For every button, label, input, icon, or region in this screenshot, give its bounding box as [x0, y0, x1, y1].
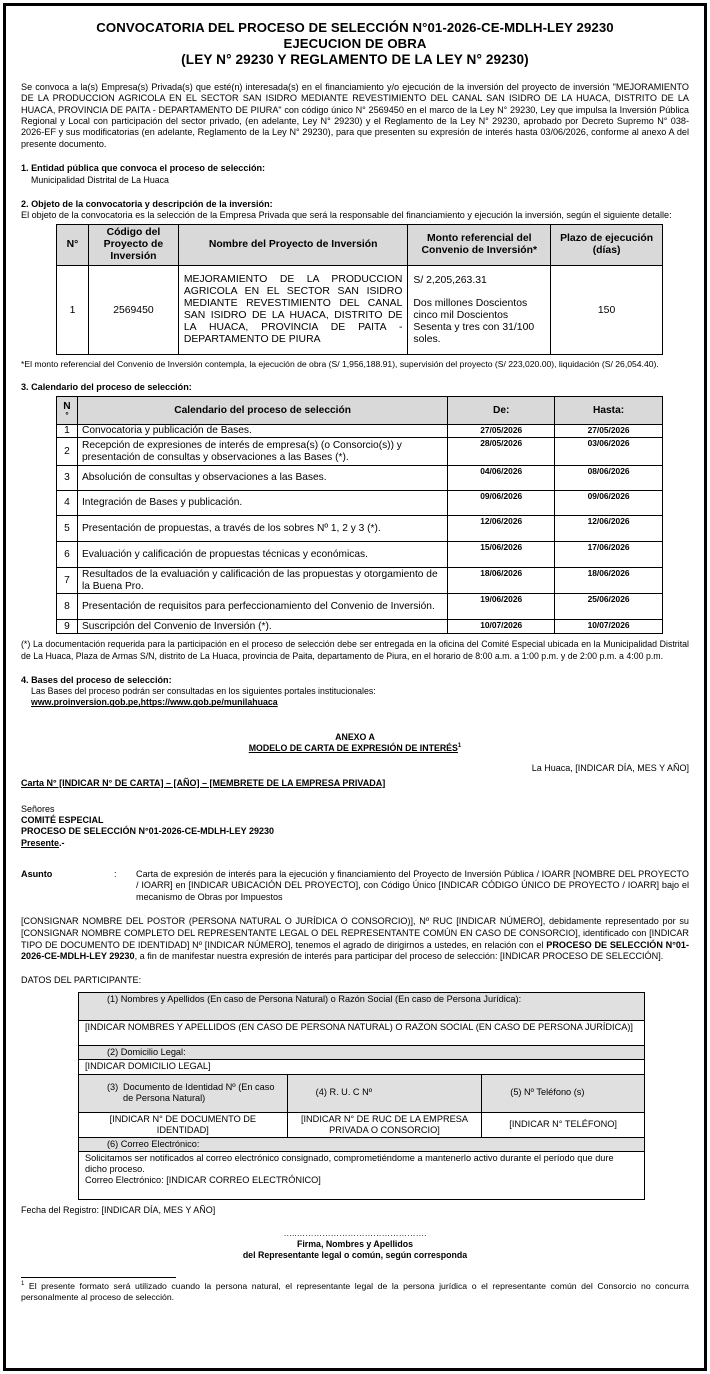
subject-colon: :: [114, 868, 117, 879]
calendar-row-from: 18/06/2026: [448, 568, 555, 594]
calendar-row-n: 8: [57, 594, 78, 620]
letter-body-text-end: , a fin de manifestar nuestra expresión de interés para participar del proceso de selección: [INDICAR PROCESO DE SELECCIÓN].: [134, 951, 664, 962]
project-header-amount: Monto referencial del Convenio de Inversión*: [408, 225, 551, 266]
calendar-row-desc: Presentación de requisitos para perfeccionamiento del Convenio de Inversión.: [77, 594, 447, 620]
calendar-row-n: 2: [57, 438, 78, 466]
field-4-value[interactable]: [INDICAR N° DE RUC DE LA EMPRESA PRIVADA O CONSORCIO]: [287, 1112, 482, 1137]
portal-links[interactable]: www.proinversion.gob.pe,https://www.gob.pe/munilahuaca: [31, 697, 278, 708]
calendar-row-from: 28/05/2026: [448, 438, 555, 466]
field-2-value[interactable]: [INDICAR DOMICILIO LEGAL]: [79, 1060, 645, 1075]
calendar-note: (*) La documentación requerida para la participación en el proceso de selección debe ser entregada en la oficina del Comité Especial ubicada en la Municipalidad Distrital de La Huaca, Plaza de Armas S/N, distrito de La Huaca, provincia de Paita, departamento de Piura, en el horario de 8:00 a.m. a 1:00 p.m. y de 2:00 p.m. a 4:00 p.m.: [21, 639, 689, 661]
calendar-row-n: 5: [57, 516, 78, 542]
project-amount: S/ 2,205,263.31: [413, 274, 487, 286]
calendar-row-n: 9: [57, 620, 78, 634]
calendar-row-desc: Integración de Bases y publicación.: [77, 491, 447, 516]
table-row: [57, 568, 663, 594]
section-3-heading: 3. Calendario del proceso de selección:: [21, 381, 192, 392]
field-3-label: Documento de Identidad Nº (En caso de Persona Natural): [123, 1081, 275, 1103]
footnote-text: El presente formato será utilizado cuando la persona natural, el representante legal de la persona jurídica o el representante común del Consorcio no concurra personalmente al proceso de selección.: [21, 1280, 689, 1303]
calendar-row-from: 15/06/2026: [448, 542, 555, 568]
calendar-row-desc: Resultados de la evaluación y calificación de las propuestas y otorgamiento de la Buena Pro.: [77, 568, 447, 594]
calendar-table: [56, 396, 663, 634]
participant-table: [78, 992, 645, 1201]
calendar-row-n: 4: [57, 491, 78, 516]
field-6-notice: Solicitamos ser notificados al correo electrónico consignado, comprometiéndome a mantenerlo activo durante el período que dure dicho proceso.: [85, 1153, 614, 1175]
table-row: [57, 491, 663, 516]
letter-process: PROCESO DE SELECCIÓN N°01-2026-CE-MDLH-LEY 29230: [21, 826, 275, 837]
field-5-label: (5) Nº Teléfono (s): [482, 1074, 645, 1112]
letter-number: Carta N° [INDICAR N° DE CARTA] – [AÑO] – [MEMBRETE DE LA EMPRESA PRIVADA]: [21, 777, 386, 788]
table-row: [57, 466, 663, 491]
annex-footnote-ref: 1: [457, 743, 462, 750]
document-title: [21, 20, 689, 68]
project-header-n: N°: [57, 225, 89, 266]
footnote: [21, 1281, 689, 1304]
project-n: 1: [57, 266, 89, 355]
section-2-heading: 2. Objeto de la convocatoria y descripción de la inversión:: [21, 198, 273, 209]
calendar-row-from: 27/05/2026: [448, 425, 555, 438]
document-page: [3, 3, 707, 1371]
project-amount-words: Dos millones Doscientos cinco mil Doscientos Sesenta y tres con 31/100 soles.: [413, 297, 535, 345]
calendar-header-n: N: [63, 400, 71, 412]
field-1-value[interactable]: [INDICAR NOMBRES Y APELLIDOS (EN CASO DE PERSONA NATURAL) O RAZON SOCIAL (EN CASO DE PERSONA JURÍDICA)]: [79, 1020, 645, 1045]
calendar-header-desc: Calendario del proceso de selección: [77, 397, 447, 425]
letter-presente-suffix: .-: [59, 837, 65, 848]
calendar-header-from: De:: [448, 397, 555, 425]
field-3-num: (3): [107, 1081, 119, 1092]
title-line-3: (LEY N° 29230 Y REGLAMENTO DE LA LEY N° 29230): [181, 51, 529, 67]
calendar-row-n: 6: [57, 542, 78, 568]
footnote-number: 1: [21, 1280, 25, 1287]
table-row: [57, 594, 663, 620]
letter-body-process: PROCESO DE SELECCIÓN N°01-2026-CE-MDLH-LEY 29230: [21, 939, 689, 962]
footnote-divider: [21, 1277, 176, 1278]
field-2-label: (2) Domicilio Legal:: [79, 1045, 645, 1060]
field-6-value[interactable]: Correo Electrónico: [INDICAR CORREO ELECTRÓNICO]: [85, 1175, 321, 1186]
table-row: [57, 438, 663, 466]
calendar-row-desc: Presentación de propuestas, a través de los sobres Nº 1, 2 y 3 (*).: [77, 516, 447, 542]
calendar-header-to: Hasta:: [555, 397, 663, 425]
table-row: [57, 266, 663, 355]
calendar-row-desc: Suscripción del Convenio de Inversión (*).: [77, 620, 447, 634]
project-code: 2569450: [88, 266, 178, 355]
section-4-heading: 4. Bases del proceso de selección:: [21, 675, 172, 686]
table-row: [57, 516, 663, 542]
field-5-value[interactable]: [INDICAR N° TELÉFONO]: [482, 1112, 645, 1137]
title-line-2: EJECUCION DE OBRA: [283, 35, 427, 51]
calendar-row-n: 7: [57, 568, 78, 594]
calendar-row-to: 08/06/2026: [555, 466, 663, 491]
letter-subject: [21, 869, 689, 903]
calendar-row-to: 03/06/2026: [555, 438, 663, 466]
calendar-row-to: 25/06/2026: [555, 594, 663, 620]
calendar-row-to: 12/06/2026: [555, 516, 663, 542]
amount-note: *El monto referencial del Convenio de Inversión contempla, la ejecución de obra (S/ 1,956,188.91), supervisión del proyecto (S/ 223,020.00), liquidación (S/ 26,054.40).: [21, 359, 659, 370]
intro-paragraph: Se convoca a la(s) Empresa(s) Privada(s) que esté(n) interesada(s) en el financiamiento y/o ejecución de la inversión del proyecto de inversión "MEJORAMIENTO DE LA PRODUCCION AGRICOLA EN EL SECTOR SAN ISIDRO MEDIANTE REVESTIMIENTO DEL CANAL SAN ISIDRO DE LA HUACA, DISTRITO DE LA HUACA, PROVINCIA DE PAITA - DEPARTAMENTO DE PIURA" con código único N° 2569450 en el marco de la Ley N° 29230, Ley que impulsa la Inversión Pública Regional y Local con participación del sector privado, (en adelante, Ley N° 29230) y el Reglamento de la Ley N° 29230, aprobado por Decreto Supremo N° 038-2026-EF y sus modificatorias (en adelante, Reglamento de la Ley N° 29230), para que presenten su expresión de interés hasta 03/06/2026, conforme al anexo A del presente documento.: [21, 82, 689, 149]
signature-caption-1: Firma, Nombres y Apellidos: [296, 1238, 414, 1249]
annex-title: ANEXO A: [335, 732, 375, 743]
section-4-body: Las Bases del proceso podrán ser consultadas en los siguientes portales institucionales:: [31, 686, 376, 697]
calendar-row-to: 27/05/2026: [555, 425, 663, 438]
field-6-label: (6) Correo Electrónico:: [79, 1137, 645, 1152]
participant-data-heading: DATOS DEL PARTICIPANTE:: [21, 975, 142, 986]
calendar-row-desc: Convocatoria y publicación de Bases.: [77, 425, 447, 438]
project-name: MEJORAMIENTO DE LA PRODUCCION AGRICOLA EN EL SECTOR SAN ISIDRO MEDIANTE REVESTIMIENTO DEL CANAL SAN ISIDRO DE LA HUACA, DISTRITO DE LA HUACA, PROVINCIA DE PAITA - DEPARTAMENTO DE PIURA: [178, 266, 408, 355]
calendar-row-desc: Recepción de expresiones de interés de empresa(s) (o Consorcio(s)) y presentación de consultas y observaciones a las Bases (*).: [77, 438, 447, 466]
calendar-row-from: 12/06/2026: [448, 516, 555, 542]
calendar-row-to: 09/06/2026: [555, 491, 663, 516]
section-1-body: Municipalidad Distrital de La Huaca: [31, 174, 169, 185]
calendar-row-n: 3: [57, 466, 78, 491]
signature-caption-2: del Representante legal o común, según corresponda: [242, 1249, 468, 1260]
subject-text: Carta de expresión de interés para la ejecución y financiamiento del Proyecto de Inversión Pública / IOARR [NOMBRE DEL PROYECTO / IOARR] en [INDICAR UBICACIÓN DEL PROYECTO], con Código Único [INDICAR CÓDIGO ÚNICO DE PROYECTO / IOARR] bajo el mecanismo de Obras por Impuestos: [136, 868, 689, 902]
project-header-term: Plazo de ejecución (días): [551, 225, 663, 266]
calendar-row-from: 04/06/2026: [448, 466, 555, 491]
letter-body-text: [CONSIGNAR NOMBRE DEL POSTOR (PERSONA NATURAL O JURÍDICA O CONSORCIO)], Nº RUC [INDICAR NÚMERO], debidamente representado por su [CONSIGNAR NOMBRE COMPLETO DEL REPRESENTANTE LEGAL O DEL REPRESENTANTE COMÚN EN CASO DE CONSORCIO], identificado con [INDICAR TIPO DE DOCUMENTO DE IDENTIDAD] Nº [INDICAR NÚMERO], tenemos el agrado de dirigirnos a ustedes, en relación con el: [21, 915, 689, 950]
table-row: [57, 425, 663, 438]
letter-body: [21, 916, 689, 963]
title-line-1: CONVOCATORIA DEL PROCESO DE SELECCIÓN N°01-2026-CE-MDLH-LEY 29230: [96, 20, 614, 35]
field-1-label: (1) Nombres y Apellidos (En caso de Persona Natural) o Razón Social (En caso de Persona Jurídica):: [79, 992, 645, 1020]
project-term: 150: [551, 266, 663, 355]
section-1-heading: 1. Entidad pública que convoca el proceso de selección:: [21, 163, 266, 174]
calendar-row-from: 10/07/2026: [448, 620, 555, 634]
subject-label: Asunto: [21, 868, 53, 879]
annex-subtitle: MODELO DE CARTA DE EXPRESIÓN DE INTERÉS: [248, 743, 458, 754]
project-header-name: Nombre del Proyecto de Inversión: [178, 225, 408, 266]
section-2-body: El objeto de la convocatoria es la selección de la Empresa Privada que será la responsable del financiamiento y ejecución la inversión, según el siguiente detalle:: [21, 209, 672, 220]
calendar-row-n: 1: [57, 425, 78, 438]
calendar-row-from: 09/06/2026: [448, 491, 555, 516]
calendar-header-n-sup: °: [65, 410, 69, 420]
calendar-row-desc: Evaluación y calificación de propuestas técnicas y económicas.: [77, 542, 447, 568]
project-header-code: Código del Proyecto de Inversión: [88, 225, 178, 266]
calendar-row-desc: Absolución de consultas y observaciones a las Bases.: [77, 466, 447, 491]
table-row: [57, 620, 663, 634]
letter-salutation: Señores: [21, 803, 55, 814]
signature-line: …..……………………………………….: [283, 1228, 427, 1239]
letter-presente: Presente: [21, 837, 60, 848]
table-row: [57, 542, 663, 568]
letter-committee: COMITÉ ESPECIAL: [21, 815, 104, 826]
registration-date: Fecha del Registro: [INDICAR DÍA, MES Y AÑO]: [21, 1205, 216, 1215]
calendar-row-to: 18/06/2026: [555, 568, 663, 594]
calendar-row-to: 17/06/2026: [555, 542, 663, 568]
calendar-row-to: 10/07/2026: [555, 620, 663, 634]
letter-date-place: La Huaca, [INDICAR DÍA, MES Y AÑO]: [531, 763, 689, 774]
field-4-label: (4) R. U. C Nº: [287, 1074, 482, 1112]
field-3-value[interactable]: [INDICAR N° DE DOCUMENTO DE IDENTIDAD]: [79, 1112, 288, 1137]
calendar-row-from: 19/06/2026: [448, 594, 555, 620]
project-table: [56, 224, 663, 355]
